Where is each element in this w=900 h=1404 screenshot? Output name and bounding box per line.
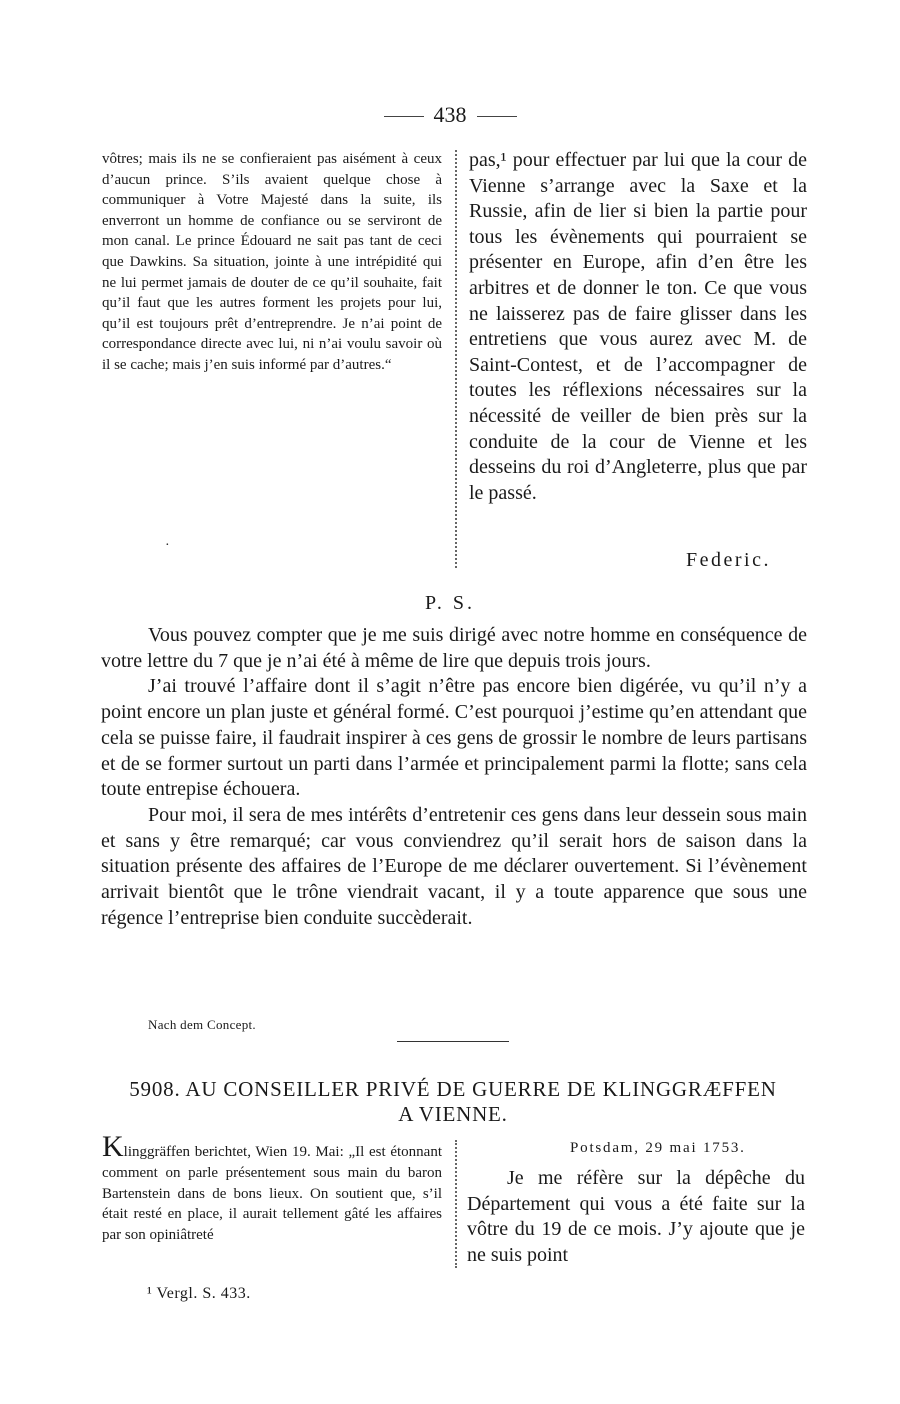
column-divider-upper — [455, 150, 457, 568]
dateline: Potsdam, 29 mai 1753. — [570, 1140, 746, 1156]
ps-title: P. S. — [424, 592, 476, 614]
page-number-dash-right — [477, 116, 517, 117]
footnote: ¹ Vergl. S. 433. — [147, 1285, 251, 1302]
ps-paragraph: Pour moi, il sera de mes intérêts d’entretenir ces gens dans leur dessein sous main et sans y être remarqué; car vous conviendrez qu’il serait hors de saison dans la situation présente des affaires de l’Europe de me déclarer ouvertement. Si l’évènement arrivait bientôt que le trône viendrait vacant, il y a toute apparence que sous une régence l’entreprise bien conduite succèderait. — [101, 803, 807, 929]
letter-heading: 5908. AU CONSEILLER PRIVÉ DE GUERRE DE KLINGGRÆFFEN A VIENNE. — [129, 1077, 777, 1126]
upper-right-column — [469, 148, 807, 506]
section-rule — [397, 1041, 509, 1042]
lower-right-text: Je me réfère sur la dépêche du Département qui vous a été faite sur la vôtre du 19 de ce mois. J’y ajoute que je ne suis point — [467, 1167, 805, 1266]
signature: Federic. — [686, 549, 771, 571]
source-note: Nach dem Concept. — [148, 1017, 256, 1032]
ps-paragraph: J’ai trouvé l’affaire dont il s’agit n’être pas encore bien digérée, vu qu’il n’y a point encore un plan juste et général formé. C’est pourquoi j’estime qu’en attendant que cela se puisse faire, il faudrait inspirer à ces gens de grossir le nombre de leurs partisans et de se former surtout un parti dans l’armée et principalement parmi la flotte; sans cela toute entrepise échouera. — [101, 675, 807, 801]
ps-body — [101, 623, 807, 931]
lower-right-column — [467, 1166, 805, 1268]
lower-left-column — [102, 1130, 442, 1246]
lower-left-text: linggräffen berichtet, Wien 19. Mai: „Il est étonnant comment on parle présentement sous main du baron Bartenstein dans de bons lieux. On soutient que, s’il était resté en place, il aurait tellement gâté les affaires par son opiniâtreté — [102, 1144, 442, 1244]
stray-mark: · — [165, 538, 170, 553]
upper-left-column — [102, 149, 442, 376]
drop-cap: K — [102, 1130, 124, 1163]
upper-right-text: pas,¹ pour effectuer par lui que la cour de Vienne s’arrange avec la Saxe et la Russie, afin de lier si bien la partie pour tous les évènements qui pourraient se présenter en Europe, afin d’en être les arbitres et de donner le ton. Ce que vous ne laisserez pas de faire glisser dans les entretiens que vous aurez avec M. de Saint-Contest, et de l’accompagner de toutes les réflexions nécessaires sur la nécessité de veiller de bien près sur la conduite de la cour de Vienne et les desseins du roi d’Angleterre, plus que par le passé. — [469, 149, 807, 504]
ps-paragraph: Vous pouvez compter que je me suis dirigé avec notre homme en conséquence de votre lettre du 7 que je n’ai été à même de lire que depuis trois jours. — [101, 624, 807, 672]
page-number-dash-left — [384, 116, 424, 117]
page-number: 438 — [0, 102, 900, 128]
upper-left-text: vôtres; mais ils ne se confieraient pas aisément à ceux d’aucun prince. S’ils avaient quelque chose à communiquer à Votre Majesté dans la suite, ils enverront un homme de confiance ou se serviront de mon canal. Le prince Édouard ne sait pas tant de ceci que Dawkins. Sa situation, jointe à une intrépidité qui ne lui permet jamais de douter de ce qu’il souhaite, fait qu’il faut que les autres forment les projets pour lui, qu’il est toujours prêt d’entreprendre. Je n’ai point de correspondance directe avec lui, ni n’ai voulu savoir où il se cache; mais j’en suis informé par d’autres.“ — [102, 151, 442, 373]
column-divider-lower — [455, 1140, 457, 1268]
